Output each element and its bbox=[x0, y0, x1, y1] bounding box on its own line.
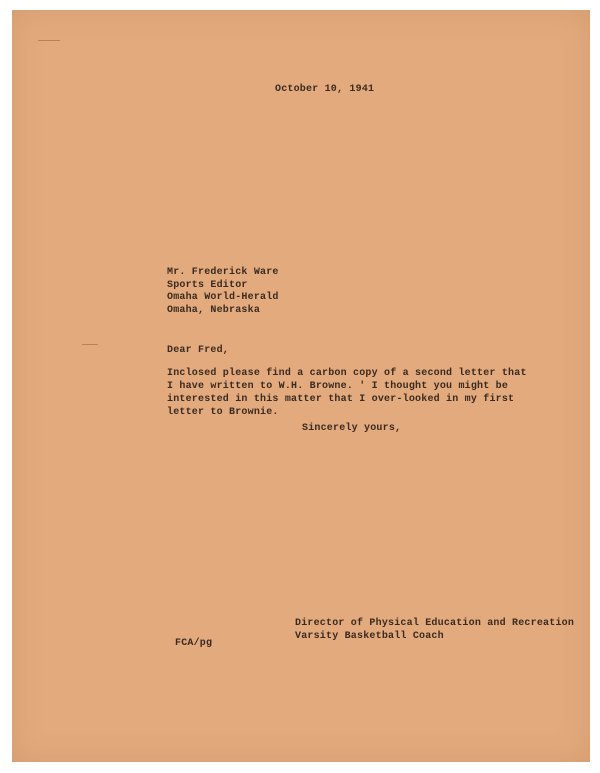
body-line: I have written to W.H. Browne. ' I thought you might be bbox=[167, 381, 509, 392]
salutation: Dear Fred, bbox=[167, 345, 230, 356]
recipient-title: Sports Editor bbox=[167, 279, 248, 291]
page-mark bbox=[82, 344, 98, 345]
recipient-name: Mr. Frederick Ware bbox=[167, 267, 279, 278]
signature-subtitle: Varsity Basketball Coach bbox=[295, 630, 444, 642]
typist-initials: FCA/pg bbox=[175, 638, 213, 649]
recipient-organization: Omaha World-Herald bbox=[167, 292, 279, 303]
signature-title: Director of Physical Education and Recreation bbox=[295, 618, 575, 629]
body-line: interested in this matter that I over-looked in my first bbox=[167, 394, 515, 405]
letter-date: October 10, 1941 bbox=[275, 84, 375, 95]
letter-page bbox=[12, 10, 590, 762]
letter-body bbox=[167, 367, 527, 419]
recipient-address bbox=[167, 267, 279, 317]
page-mark bbox=[38, 40, 60, 41]
recipient-city: Omaha, Nebraska bbox=[167, 304, 261, 316]
body-line: letter to Brownie. bbox=[167, 407, 279, 418]
closing: Sincerely yours, bbox=[302, 423, 402, 434]
body-line: Inclosed please find a carbon copy of a second letter that bbox=[167, 368, 527, 379]
signature-block bbox=[295, 618, 574, 643]
